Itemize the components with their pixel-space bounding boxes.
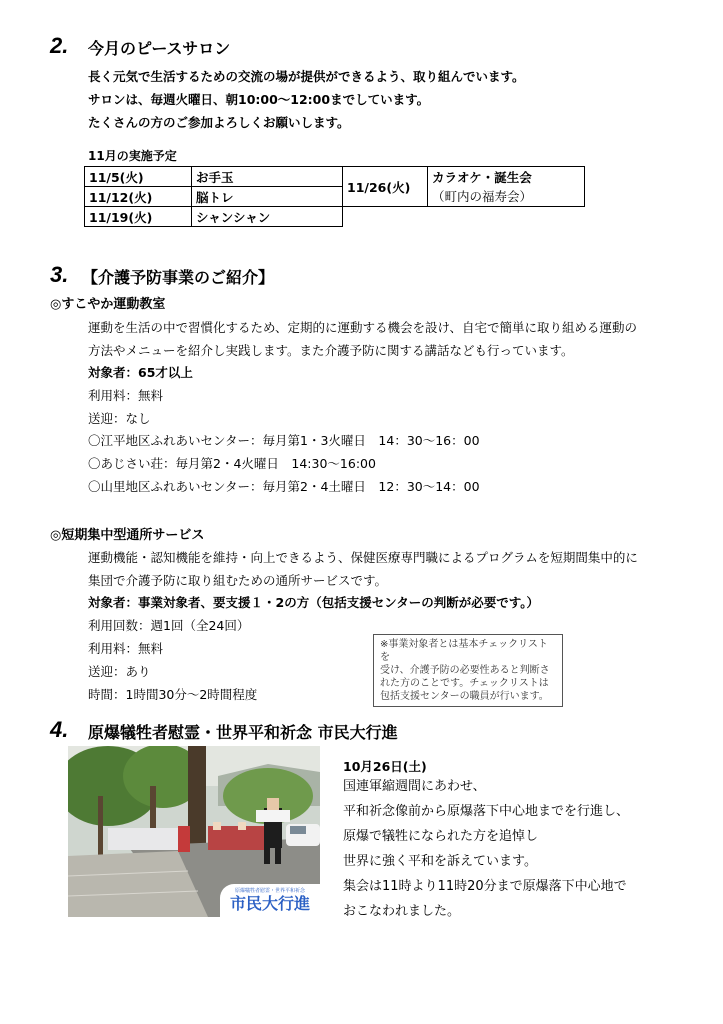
- section-2-title: 今月のピースサロン: [88, 39, 231, 58]
- march-line: 世界に強く平和を訴えています。: [343, 854, 537, 869]
- march-date: 10月26日(土): [343, 759, 427, 774]
- section-3-title: 【介護予防事業のご紹介】: [82, 268, 275, 287]
- exercise-venue-3: 〇山里地区ふれあいセンター：毎月第2・4土曜日 12：30～14：00: [88, 479, 480, 494]
- special-note: （町内の福寿会）: [432, 188, 533, 204]
- march-line: 平和祈念像前から原爆落下中心地までを行進し、: [343, 804, 630, 819]
- note-line: 受け、介護予防の必要性あると判断さ: [380, 665, 550, 676]
- shortterm-transport: 送迎：あり: [88, 664, 151, 679]
- march-line: 原爆で犠牲になられた方を追悼し: [343, 829, 539, 844]
- schedule-event: 脳トレ: [192, 187, 343, 207]
- note-line: 包括支援センターの職員が行います。: [380, 691, 549, 702]
- exercise-transport: 送迎：なし: [88, 411, 151, 426]
- exercise-venue-2: 〇あじさい荘：毎月第2・4火曜日 14:30～16:00: [88, 456, 376, 471]
- banner-title: 市民大行進: [229, 894, 310, 913]
- special-event: カラオケ・誕生会: [432, 169, 532, 185]
- shortterm-fee: 利用料：無料: [88, 641, 164, 656]
- exercise-venue-1: 〇江平地区ふれあいセンター：毎月第1・3火曜日 14：30～16：00: [88, 433, 480, 448]
- exercise-desc-line-1: 運動を生活の中で習慣化するため、定期的に運動する機会を設け、自宅で簡単に取り組める運動の: [88, 320, 638, 335]
- march-line: 集会は11時より11時20分まで原爆落下中心地で: [343, 879, 627, 894]
- shortterm-heading: ◎短期集中型通所サービス: [50, 528, 205, 543]
- schedule-date: 11/12(火): [85, 187, 192, 207]
- note-line: れた方のことです。チェックリストは: [380, 678, 549, 689]
- shortterm-target: 対象者：事業対象者、要支援１・2の方（包括支援センターの判断が必要です。）: [88, 595, 539, 610]
- salon-intro-line-1: 長く元気で生活するための交流の場が提供ができるよう、取り組んでいます。: [88, 69, 525, 84]
- salon-intro-line-3: たくさんの方のご参加よろしくお願いします。: [88, 115, 350, 130]
- exercise-desc-line-2: 方法やメニューを紹介し実践します。また介護予防に関する講話なども行っています。: [88, 343, 574, 358]
- march-line: 国連軍縮週間にあわせ、: [343, 779, 486, 794]
- schedule-date: 11/5(火): [85, 167, 192, 187]
- march-text: [343, 774, 629, 924]
- schedule-table: [84, 166, 585, 227]
- schedule-event: お手玉: [192, 167, 343, 187]
- table-row: [85, 167, 585, 187]
- special-event-cell: [428, 167, 585, 207]
- shortterm-desc-line-1: 運動機能・認知機能を維持・向上できるよう、保健医療専門職によるプログラムを短期間集中的に: [88, 550, 638, 565]
- shortterm-desc-line-2: 集団で介護予防に取り組むための通所サービスです。: [88, 573, 388, 588]
- schedule-label: 11月の実施予定: [88, 149, 177, 163]
- march-photo: [68, 746, 320, 917]
- exercise-fee: 利用料：無料: [88, 388, 164, 403]
- section-4-title: 原爆犠牲者慰霊・世界平和祈念 市民大行進: [88, 723, 398, 742]
- schedule-event: シャンシャン: [192, 207, 343, 227]
- shortterm-frequency: 利用回数：週1回（全24回）: [88, 618, 250, 633]
- march-line: おこなわれました。: [343, 904, 461, 919]
- shortterm-time: 時間：1時間30分～2時間程度: [88, 687, 258, 702]
- special-date: 11/26(火): [343, 167, 428, 207]
- note-box: [373, 634, 563, 707]
- table-row: [85, 207, 585, 227]
- banner-subtitle: 原爆犠牲者慰霊・世界平和祈念: [234, 888, 305, 894]
- exercise-target: 対象者：65才以上: [88, 365, 193, 380]
- section-2-number: 2.: [50, 33, 69, 58]
- note-line: ※事業対象者とは基本チェックリストを: [380, 639, 548, 663]
- march-banner: [220, 884, 320, 917]
- section-4-number: 4.: [50, 717, 69, 742]
- schedule-date: 11/19(火): [85, 207, 192, 227]
- section-3-number: 3.: [50, 262, 69, 287]
- salon-intro-line-2: サロンは、毎週火曜日、朝10:00～12:00までしています。: [88, 92, 430, 107]
- exercise-heading: ◎すこやか運動教室: [50, 297, 166, 312]
